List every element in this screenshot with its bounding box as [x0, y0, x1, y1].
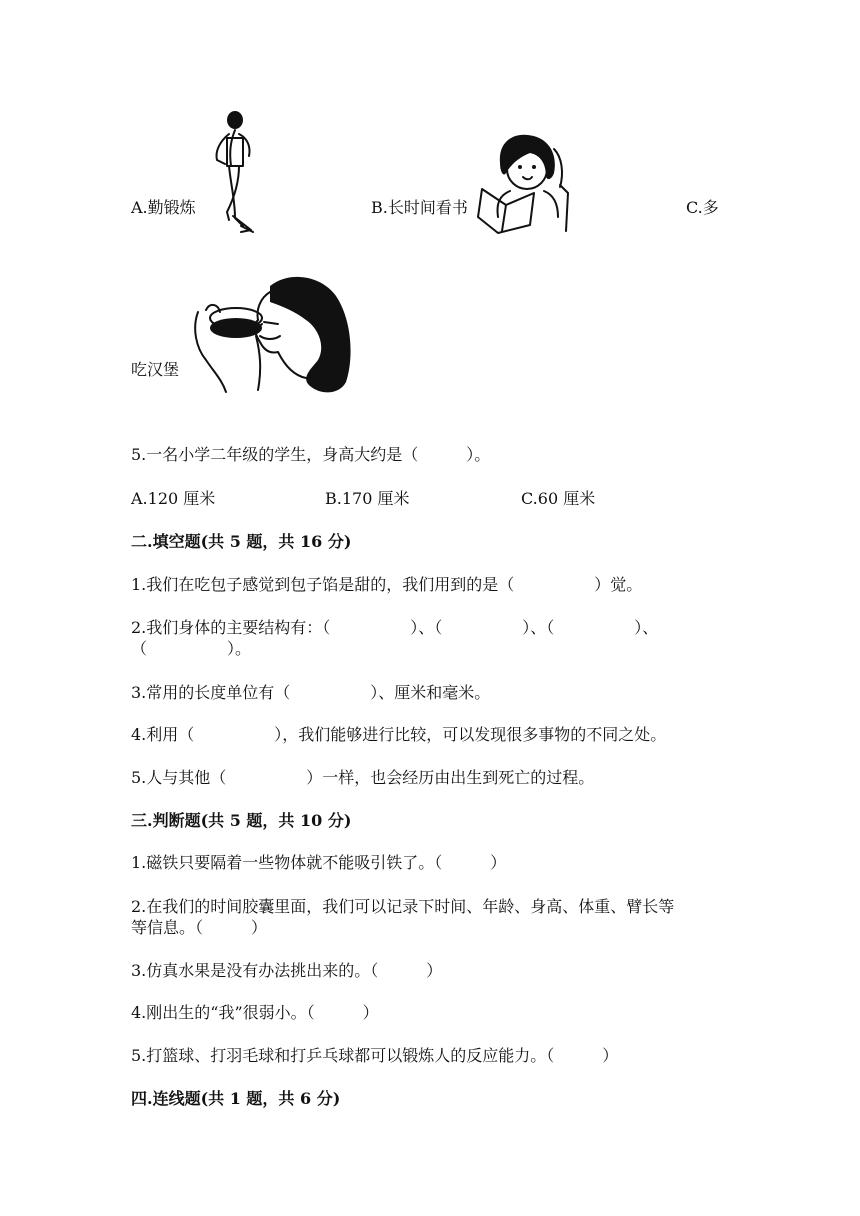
judge-item-5: 5.打篮球、打羽毛球和打乒乓球都可以锻炼人的反应能力。（ ）	[131, 1046, 619, 1065]
judge-item-1: 1.磁铁只要隔着一些物体就不能吸引铁了。（ ）	[131, 853, 507, 872]
q5-stem: 5.一名小学二年级的学生，身高大约是（ ）。	[131, 445, 491, 464]
section-3-title: 三.判断题(共 5 题，共 10 分)	[131, 811, 352, 830]
woman-eating-burger-illustration	[186, 272, 356, 396]
fill-item-1: 1.我们在吃包子感觉到包子馅是甜的，我们用到的是（ ）觉。	[131, 575, 643, 594]
fill-item-2: 2.我们身体的主要结构有：（ ）、（ ）、（ ）、	[131, 618, 659, 637]
option-b-label: B.长时间看书	[371, 198, 468, 217]
girl-reading-illustration	[474, 133, 572, 235]
section-2-title: 二.填空题(共 5 题，共 16 分)	[131, 532, 352, 551]
judge-item-2: 2.在我们的时间胶囊里面，我们可以记录下时间、年龄、身高、体重、臂长等	[131, 897, 675, 916]
q5-option-b: B.170 厘米	[325, 489, 410, 508]
fill-item-2-continued: （ ）。	[131, 639, 252, 658]
fill-item-5: 5.人与其他（ ）一样，也会经历由出生到死亡的过程。	[131, 768, 595, 787]
runner-illustration	[205, 108, 261, 238]
option-c-label: C.多	[686, 198, 719, 217]
section-4-title: 四.连线题(共 1 题，共 6 分)	[131, 1089, 341, 1108]
judge-item-3: 3.仿真水果是没有办法挑出来的。（ ）	[131, 961, 443, 980]
fill-item-4: 4.利用（ ），我们能够进行比较，可以发现很多事物的不同之处。	[131, 725, 667, 744]
judge-item-2-continued: 等信息。（ ）	[131, 918, 268, 937]
option-a-label: A.勤锻炼	[131, 198, 196, 217]
option-c-continued: 吃汉堡	[131, 360, 180, 379]
judge-item-4: 4.刚出生的“我”很弱小。（ ）	[131, 1003, 379, 1022]
fill-item-3: 3.常用的长度单位有（ ）、厘米和毫米。	[131, 683, 491, 702]
q5-option-a: A.120 厘米	[131, 489, 216, 508]
q5-option-c: C.60 厘米	[521, 489, 596, 508]
